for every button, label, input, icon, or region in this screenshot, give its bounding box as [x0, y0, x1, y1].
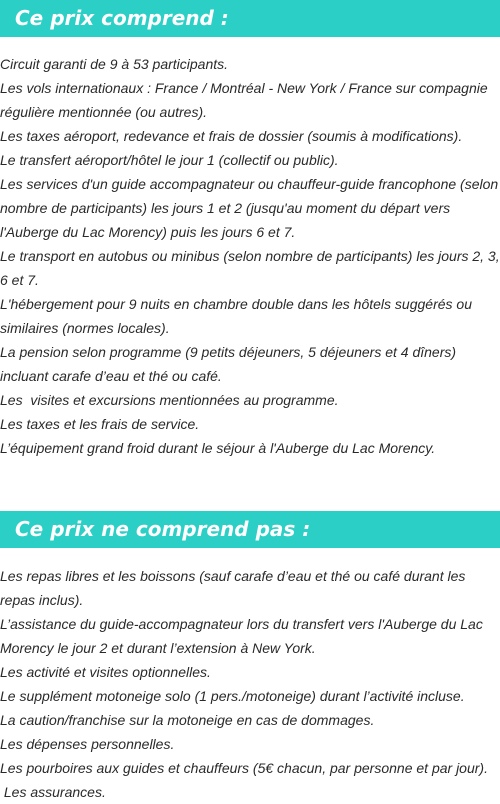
list-item: L'hébergement pour 9 nuits en chambre double dans les hôtels suggérés ou similaires (normes locales).	[0, 296, 476, 336]
list-item: Les services d'un guide accompagnateur ou chauffeur-guide francophone (selon nombre de participants) les jours 1 et 2 (jusqu'au moment du départ vers l'Auberge du Lac Morency) puis les jours 6 et 7.	[0, 176, 499, 240]
list-item: Circuit garanti de 9 à 53 participants.	[0, 56, 229, 72]
list-item: Le transfert aéroport/hôtel le jour 1 (collectif ou public).	[0, 152, 339, 168]
list-item: Le supplément motoneige solo (1 pers./motoneige) durant l’activité incluse.	[0, 688, 465, 704]
list-item: La caution/franchise sur la motoneige en cas de dommages.	[0, 712, 375, 728]
excluded-list	[0, 564, 500, 804]
list-item: L’assistance du guide-accompagnateur lors du transfert vers l'Auberge du Lac Morency le jour 2 et durant l’extension à New York.	[0, 616, 487, 656]
list-item: Les pourboires aux guides et chauffeurs (5€ chacun, par personne et par jour).	[0, 760, 488, 776]
included-section-title: Ce prix comprend :	[0, 0, 500, 37]
included-list	[0, 52, 500, 460]
list-item: Les vols internationaux : France / Montréal - New York / France sur compagnie régulière mentionnée (ou autres).	[0, 80, 492, 120]
list-item: Les dépenses personnelles.	[0, 736, 175, 752]
list-item: Les taxes aéroport, redevance et frais de dossier (soumis à modifications).	[0, 128, 463, 144]
list-item: Le transport en autobus ou minibus (selon nombre de participants) les jours 2, 3, 6 et 7.	[0, 248, 500, 288]
excluded-section-title: Ce prix ne comprend pas :	[0, 511, 500, 548]
list-item: L’équipement grand froid durant le séjour à l'Auberge du Lac Morency.	[0, 440, 436, 456]
list-item: Les visites et excursions mentionnées au programme.	[0, 392, 339, 408]
list-item: La pension selon programme (9 petits déjeuners, 5 déjeuners et 4 dîners) incluant carafe d’eau et thé ou café.	[0, 344, 460, 384]
list-item: Les assurances.	[0, 784, 106, 800]
list-item: Les taxes et les frais de service.	[0, 416, 200, 432]
list-item: Les repas libres et les boissons (sauf carafe d’eau et thé ou café durant les repas inclus).	[0, 568, 470, 608]
list-item: Les activité et visites optionnelles.	[0, 664, 211, 680]
